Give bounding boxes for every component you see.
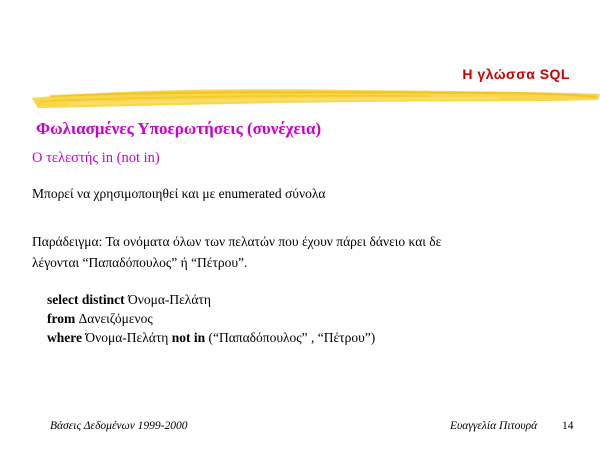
example-line-1: Παράδειγμα: Τα ονόματα όλων των πελατών που έχουν πάρει δάνειο και δε — [32, 234, 442, 249]
example-paragraph — [32, 231, 572, 273]
footer-author: Ευαγγελία Πιτουρά — [450, 420, 538, 432]
from-argument: Δανειζόμενος — [75, 311, 153, 326]
statement-text: Μπορεί να χρησιμοποιηθεί και με enumerated σύνολα — [32, 186, 326, 201]
sql-query — [47, 290, 375, 347]
select-argument: Όνομα-Πελάτη — [124, 292, 211, 307]
page-number: 14 — [562, 420, 574, 432]
footer-course: Βάσεις Δεδομένων 1999-2000 — [50, 420, 188, 432]
where-keyword: where — [47, 330, 82, 345]
query-where-line — [47, 328, 375, 347]
where-argument: Όνομα-Πελάτη — [82, 330, 172, 345]
highlighter-brush-stroke — [30, 84, 600, 110]
query-from-line — [47, 309, 375, 328]
example-line-2: λέγονται “Παπαδόπουλος” ή “Πέτρου”. — [32, 255, 248, 270]
select-keyword: select distinct — [47, 292, 125, 307]
header-title: Η γλώσσα SQL — [462, 66, 570, 82]
slide-title: Φωλιασμένες Υποερωτήσεις (συνέχεια) — [36, 119, 322, 138]
not-in-keyword: not in — [171, 330, 206, 345]
not-in-argument: (“Παπαδόπουλος” , “Πέτρου”) — [205, 330, 376, 345]
from-keyword: from — [47, 311, 76, 326]
operator-heading: Ο τελεστής in (not in) — [32, 150, 160, 166]
query-select-line — [47, 290, 375, 309]
